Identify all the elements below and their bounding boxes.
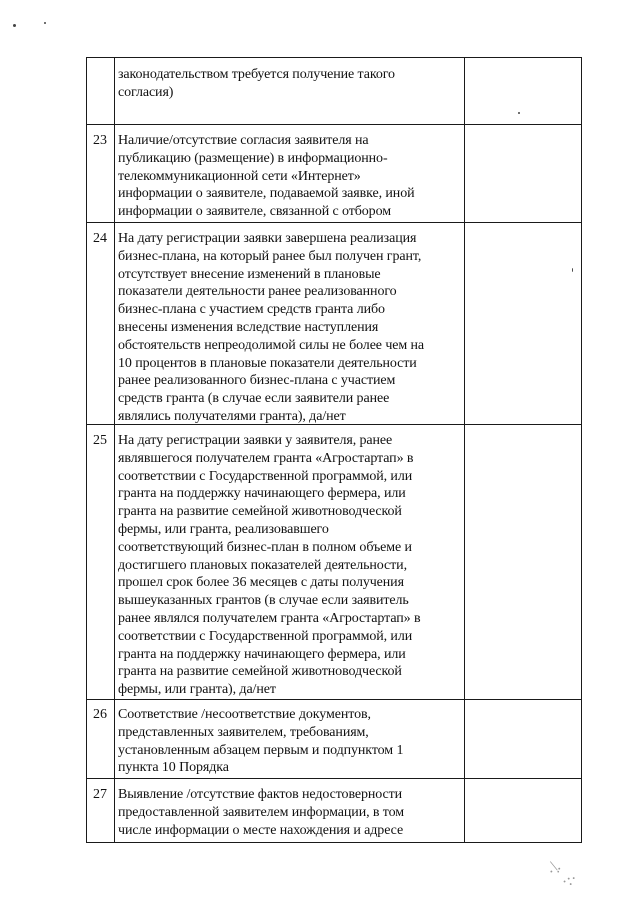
scan-speck	[572, 268, 573, 272]
row-separator	[86, 699, 582, 700]
row-text: Соответствие /несоответствие документов, представленных заявителем, требованиям, установленным абзацем первым и подпунктом 1 пункта 10 Порядка	[118, 707, 404, 776]
row-separator	[86, 778, 582, 779]
row-text: Выявление /отсутствие фактов недостоверности предоставленной заявителем информации, в том числе информации о месте нахождения и адресе	[118, 787, 405, 838]
table-border-left	[86, 57, 87, 843]
row-number: 27	[93, 787, 107, 802]
row-number: 25	[93, 433, 107, 448]
scan-mark: ·:·	[559, 869, 580, 892]
scan-speck	[13, 24, 16, 27]
row-text: Наличие/отсутствие согласия заявителя на публикацию (размещение) в информационно- телекоммуникационной сети «Интернет» информации о заявителе, подаваемой заявке, иной информации о заявителе, связанной с отбором	[118, 133, 415, 220]
table-divider-text	[464, 57, 465, 843]
row-text: законодательством требуется получение такого согласия)	[118, 67, 395, 100]
scan-speck	[518, 112, 520, 114]
scan-speck	[44, 22, 46, 24]
row-number: 23	[93, 133, 107, 148]
table-divider-number	[114, 57, 115, 843]
scan-mark: .\̣.	[545, 856, 563, 877]
table-border-right	[581, 57, 582, 843]
row-number: 26	[93, 707, 107, 722]
row-text: На дату регистрации заявки у заявителя, ранее являвшегося получателем гранта «Агростартап» в соответствии с Государственной программой, или гранта на поддержку начинающего фермера, или гранта на развитие семейной животноводческой фермы, или гранта, реализовавшего соответствующий бизнес-план в полном объеме и достигшего плановых показателей деятельности, прошел срок более 36 месяцев с даты получения вышеуказанных грантов (в случае если заявитель ранее являлся получателем гранта «Агростартап» в соответствии с Государственной программой, или гранта на поддержку начинающего фермера, или гранта на развитие семейной животноводческой фермы, или гранта), да/нет	[118, 433, 421, 698]
row-number: 24	[93, 231, 107, 246]
row-separator	[86, 124, 582, 125]
table-border-bottom	[86, 842, 582, 843]
row-separator	[86, 222, 582, 223]
row-text: На дату регистрации заявки завершена реализация бизнес-плана, на который ранее был получен грант, отсутствует внесение изменений в плановые показатели деятельности ранее реализованного бизнес-плана с участием средств гранта либо внесены изменения вследствие наступления обстоятельств непреодолимой силы не более чем на 10 процентов в плановые показатели деятельности ранее реализованного бизнес-плана с участием средств гранта (в случае если заявители ранее являлись получателями гранта), да/нет	[118, 231, 425, 424]
table-border-top	[86, 57, 582, 58]
